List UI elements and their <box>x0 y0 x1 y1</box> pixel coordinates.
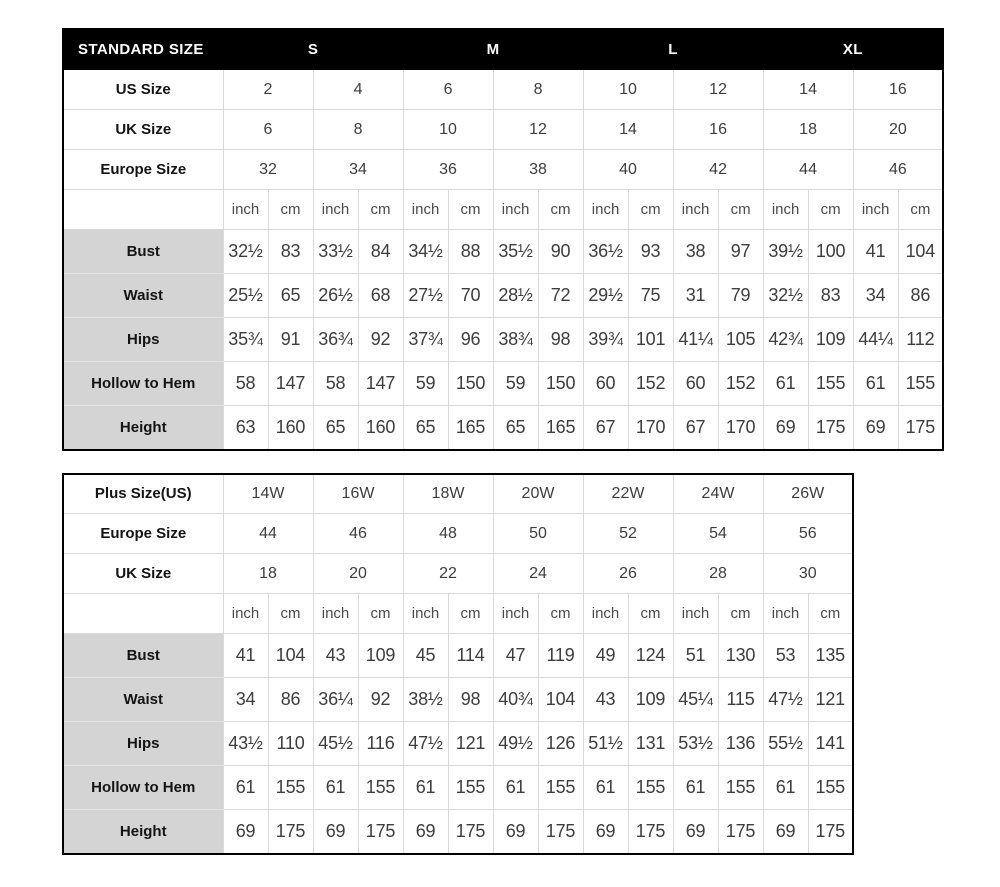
measure-value-cell: 72 <box>538 274 583 318</box>
measure-value-cell: 58 <box>223 362 268 406</box>
measure-value-cell: 28½ <box>493 274 538 318</box>
size-value-cell: 22 <box>403 554 493 594</box>
size-group-header-xl: XL <box>763 29 943 70</box>
measure-value-cell: 175 <box>718 810 763 854</box>
measure-value-cell: 61 <box>403 766 448 810</box>
size-value-cell: 18 <box>223 554 313 594</box>
unit-cell-inch: inch <box>223 594 268 634</box>
measure-value-cell: 170 <box>718 406 763 450</box>
measure-value-cell: 96 <box>448 318 493 362</box>
measure-value-cell: 67 <box>673 406 718 450</box>
size-value-cell: 20 <box>853 110 943 150</box>
measure-value-cell: 109 <box>628 678 673 722</box>
row-label-uk-size: UK Size <box>63 554 223 594</box>
table-banner-title: STANDARD SIZE <box>63 29 223 70</box>
measure-value-cell: 65 <box>403 406 448 450</box>
measure-value-cell: 155 <box>538 766 583 810</box>
size-value-cell: 14 <box>583 110 673 150</box>
size-value-cell: 6 <box>223 110 313 150</box>
measure-value-cell: 26½ <box>313 274 358 318</box>
measure-value-cell: 83 <box>808 274 853 318</box>
size-value-cell: 36 <box>403 150 493 190</box>
measure-value-cell: 175 <box>358 810 403 854</box>
size-value-cell: 12 <box>493 110 583 150</box>
size-row-europe-size <box>63 514 853 554</box>
row-label-hollow-to-hem: Hollow to Hem <box>63 766 223 810</box>
row-label-bust: Bust <box>63 634 223 678</box>
measure-value-cell: 41 <box>223 634 268 678</box>
size-value-cell: 24 <box>493 554 583 594</box>
measure-value-cell: 147 <box>268 362 313 406</box>
measure-value-cell: 155 <box>448 766 493 810</box>
row-label-height: Height <box>63 810 223 854</box>
size-value-cell: 14W <box>223 474 313 514</box>
measure-value-cell: 36½ <box>583 230 628 274</box>
unit-cell-cm: cm <box>718 594 763 634</box>
measure-value-cell: 42¾ <box>763 318 808 362</box>
measure-value-cell: 38 <box>673 230 718 274</box>
size-value-cell: 46 <box>313 514 403 554</box>
unit-cell-cm: cm <box>808 594 853 634</box>
measure-value-cell: 165 <box>538 406 583 450</box>
size-group-header-s: S <box>223 29 403 70</box>
unit-cell-cm: cm <box>718 190 763 230</box>
measure-row-waist <box>63 678 853 722</box>
measure-value-cell: 124 <box>628 634 673 678</box>
measure-value-cell: 34 <box>223 678 268 722</box>
measure-value-cell: 155 <box>808 362 853 406</box>
unit-cell-inch: inch <box>493 594 538 634</box>
measure-value-cell: 116 <box>358 722 403 766</box>
measure-value-cell: 47½ <box>763 678 808 722</box>
measure-value-cell: 98 <box>538 318 583 362</box>
size-value-cell: 40 <box>583 150 673 190</box>
measure-value-cell: 35¾ <box>223 318 268 362</box>
row-label-plus-size-us: Plus Size(US) <box>63 474 223 514</box>
measure-value-cell: 105 <box>718 318 763 362</box>
size-value-cell: 56 <box>763 514 853 554</box>
size-group-header-l: L <box>583 29 763 70</box>
size-value-cell: 34 <box>313 150 403 190</box>
row-label-bust: Bust <box>63 230 223 274</box>
measure-value-cell: 34 <box>853 274 898 318</box>
measure-value-cell: 126 <box>538 722 583 766</box>
measure-value-cell: 119 <box>538 634 583 678</box>
size-value-cell: 44 <box>223 514 313 554</box>
measure-value-cell: 59 <box>403 362 448 406</box>
row-label-waist: Waist <box>63 678 223 722</box>
measure-value-cell: 121 <box>448 722 493 766</box>
measure-value-cell: 68 <box>358 274 403 318</box>
measure-value-cell: 36¾ <box>313 318 358 362</box>
measure-value-cell: 75 <box>628 274 673 318</box>
measure-value-cell: 43 <box>583 678 628 722</box>
measure-value-cell: 147 <box>358 362 403 406</box>
measure-value-cell: 41¼ <box>673 318 718 362</box>
measure-value-cell: 152 <box>628 362 673 406</box>
row-label-waist: Waist <box>63 274 223 318</box>
measure-row-hollow-to-hem <box>63 766 853 810</box>
measure-value-cell: 86 <box>268 678 313 722</box>
size-value-cell: 4 <box>313 70 403 110</box>
measure-value-cell: 53 <box>763 634 808 678</box>
unit-cell-cm: cm <box>268 594 313 634</box>
unit-cell-inch: inch <box>673 594 718 634</box>
unit-cell-inch: inch <box>223 190 268 230</box>
size-value-cell: 18W <box>403 474 493 514</box>
measure-value-cell: 101 <box>628 318 673 362</box>
measure-value-cell: 38¾ <box>493 318 538 362</box>
measure-value-cell: 165 <box>448 406 493 450</box>
measure-value-cell: 58 <box>313 362 358 406</box>
size-group-header-m: M <box>403 29 583 70</box>
size-value-cell: 6 <box>403 70 493 110</box>
unit-cell-inch: inch <box>403 594 448 634</box>
measure-value-cell: 152 <box>718 362 763 406</box>
measure-row-bust <box>63 634 853 678</box>
measure-value-cell: 55½ <box>763 722 808 766</box>
measure-value-cell: 61 <box>223 766 268 810</box>
size-row-europe-size <box>63 150 943 190</box>
size-value-cell: 26W <box>763 474 853 514</box>
measure-value-cell: 65 <box>493 406 538 450</box>
measure-value-cell: 32½ <box>763 274 808 318</box>
size-value-cell: 16 <box>673 110 763 150</box>
measure-value-cell: 34½ <box>403 230 448 274</box>
measure-value-cell: 155 <box>628 766 673 810</box>
measure-value-cell: 69 <box>853 406 898 450</box>
measure-value-cell: 69 <box>223 810 268 854</box>
measure-value-cell: 91 <box>268 318 313 362</box>
measure-value-cell: 61 <box>583 766 628 810</box>
measure-value-cell: 155 <box>898 362 943 406</box>
measure-value-cell: 150 <box>538 362 583 406</box>
measure-value-cell: 110 <box>268 722 313 766</box>
measure-value-cell: 47 <box>493 634 538 678</box>
measure-value-cell: 104 <box>538 678 583 722</box>
measure-value-cell: 84 <box>358 230 403 274</box>
measure-value-cell: 69 <box>313 810 358 854</box>
measure-value-cell: 39¾ <box>583 318 628 362</box>
measure-value-cell: 135 <box>808 634 853 678</box>
table-banner-row <box>63 29 943 70</box>
unit-row <box>63 594 853 634</box>
row-label-europe-size: Europe Size <box>63 150 223 190</box>
measure-value-cell: 104 <box>268 634 313 678</box>
row-label-uk-size: UK Size <box>63 110 223 150</box>
measure-value-cell: 175 <box>448 810 493 854</box>
size-value-cell: 22W <box>583 474 673 514</box>
measure-value-cell: 53½ <box>673 722 718 766</box>
measure-value-cell: 33½ <box>313 230 358 274</box>
measure-value-cell: 170 <box>628 406 673 450</box>
unit-cell-cm: cm <box>538 190 583 230</box>
measure-value-cell: 131 <box>628 722 673 766</box>
measure-value-cell: 40¾ <box>493 678 538 722</box>
measure-value-cell: 90 <box>538 230 583 274</box>
measure-value-cell: 32½ <box>223 230 268 274</box>
measure-value-cell: 98 <box>448 678 493 722</box>
measure-value-cell: 59 <box>493 362 538 406</box>
measure-row-waist <box>63 274 943 318</box>
row-label-hips: Hips <box>63 318 223 362</box>
size-value-cell: 2 <box>223 70 313 110</box>
size-value-cell: 10 <box>583 70 673 110</box>
size-row-uk-size <box>63 110 943 150</box>
measure-value-cell: 175 <box>628 810 673 854</box>
measure-value-cell: 43 <box>313 634 358 678</box>
measure-value-cell: 41 <box>853 230 898 274</box>
size-value-cell: 14 <box>763 70 853 110</box>
unit-row-label-empty <box>63 594 223 634</box>
measure-value-cell: 51½ <box>583 722 628 766</box>
size-value-cell: 10 <box>403 110 493 150</box>
size-row-us-size <box>63 70 943 110</box>
row-label-europe-size: Europe Size <box>63 514 223 554</box>
measure-row-hollow-to-hem <box>63 362 943 406</box>
measure-value-cell: 141 <box>808 722 853 766</box>
measure-value-cell: 35½ <box>493 230 538 274</box>
size-value-cell: 28 <box>673 554 763 594</box>
measure-value-cell: 60 <box>583 362 628 406</box>
measure-value-cell: 45½ <box>313 722 358 766</box>
measure-value-cell: 100 <box>808 230 853 274</box>
size-value-cell: 20 <box>313 554 403 594</box>
measure-value-cell: 69 <box>403 810 448 854</box>
measure-value-cell: 45 <box>403 634 448 678</box>
unit-row-label-empty <box>63 190 223 230</box>
measure-row-hips <box>63 722 853 766</box>
measure-value-cell: 155 <box>808 766 853 810</box>
size-row-uk-size <box>63 554 853 594</box>
plus-size-table <box>62 473 854 855</box>
unit-cell-inch: inch <box>583 594 628 634</box>
measure-value-cell: 45¼ <box>673 678 718 722</box>
unit-cell-cm: cm <box>358 190 403 230</box>
measure-value-cell: 130 <box>718 634 763 678</box>
measure-row-bust <box>63 230 943 274</box>
measure-value-cell: 109 <box>358 634 403 678</box>
unit-cell-cm: cm <box>538 594 583 634</box>
size-value-cell: 24W <box>673 474 763 514</box>
size-value-cell: 38 <box>493 150 583 190</box>
measure-value-cell: 175 <box>808 810 853 854</box>
measure-value-cell: 112 <box>898 318 943 362</box>
size-value-cell: 46 <box>853 150 943 190</box>
measure-value-cell: 155 <box>718 766 763 810</box>
measure-value-cell: 51 <box>673 634 718 678</box>
measure-value-cell: 69 <box>493 810 538 854</box>
unit-cell-cm: cm <box>448 594 493 634</box>
measure-value-cell: 155 <box>268 766 313 810</box>
size-value-cell: 8 <box>313 110 403 150</box>
row-label-hips: Hips <box>63 722 223 766</box>
measure-value-cell: 155 <box>358 766 403 810</box>
measure-value-cell: 104 <box>898 230 943 274</box>
measure-value-cell: 115 <box>718 678 763 722</box>
unit-cell-cm: cm <box>898 190 943 230</box>
measure-row-hips <box>63 318 943 362</box>
unit-cell-inch: inch <box>313 190 358 230</box>
unit-cell-inch: inch <box>403 190 448 230</box>
measure-value-cell: 92 <box>358 678 403 722</box>
size-value-cell: 44 <box>763 150 853 190</box>
measure-value-cell: 49½ <box>493 722 538 766</box>
measure-value-cell: 61 <box>763 362 808 406</box>
measure-value-cell: 61 <box>673 766 718 810</box>
measure-value-cell: 29½ <box>583 274 628 318</box>
measure-value-cell: 88 <box>448 230 493 274</box>
measure-value-cell: 175 <box>808 406 853 450</box>
measure-value-cell: 36¼ <box>313 678 358 722</box>
size-value-cell: 12 <box>673 70 763 110</box>
measure-value-cell: 25½ <box>223 274 268 318</box>
size-value-cell: 54 <box>673 514 763 554</box>
unit-cell-inch: inch <box>763 190 808 230</box>
measure-row-height <box>63 810 853 854</box>
measure-value-cell: 31 <box>673 274 718 318</box>
unit-cell-inch: inch <box>763 594 808 634</box>
measure-value-cell: 109 <box>808 318 853 362</box>
size-value-cell: 26 <box>583 554 673 594</box>
measure-value-cell: 136 <box>718 722 763 766</box>
measure-value-cell: 60 <box>673 362 718 406</box>
measure-value-cell: 65 <box>313 406 358 450</box>
measure-value-cell: 69 <box>583 810 628 854</box>
measure-value-cell: 61 <box>853 362 898 406</box>
measure-value-cell: 65 <box>268 274 313 318</box>
measure-value-cell: 121 <box>808 678 853 722</box>
measure-value-cell: 175 <box>538 810 583 854</box>
row-label-height: Height <box>63 406 223 450</box>
measure-value-cell: 114 <box>448 634 493 678</box>
size-value-cell: 20W <box>493 474 583 514</box>
measure-value-cell: 69 <box>763 406 808 450</box>
unit-cell-cm: cm <box>628 594 673 634</box>
unit-cell-inch: inch <box>583 190 628 230</box>
size-value-cell: 30 <box>763 554 853 594</box>
size-value-cell: 48 <box>403 514 493 554</box>
measure-value-cell: 61 <box>313 766 358 810</box>
row-label-us-size: US Size <box>63 70 223 110</box>
unit-cell-inch: inch <box>493 190 538 230</box>
measure-value-cell: 38½ <box>403 678 448 722</box>
unit-cell-cm: cm <box>268 190 313 230</box>
measure-value-cell: 63 <box>223 406 268 450</box>
measure-value-cell: 175 <box>898 406 943 450</box>
measure-value-cell: 61 <box>763 766 808 810</box>
unit-row <box>63 190 943 230</box>
size-value-cell: 32 <box>223 150 313 190</box>
measure-value-cell: 70 <box>448 274 493 318</box>
standard-size-table <box>62 28 944 451</box>
size-value-cell: 50 <box>493 514 583 554</box>
measure-value-cell: 160 <box>358 406 403 450</box>
unit-cell-cm: cm <box>808 190 853 230</box>
measure-value-cell: 150 <box>448 362 493 406</box>
measure-value-cell: 160 <box>268 406 313 450</box>
measure-value-cell: 43½ <box>223 722 268 766</box>
measure-value-cell: 44¼ <box>853 318 898 362</box>
measure-value-cell: 49 <box>583 634 628 678</box>
size-value-cell: 8 <box>493 70 583 110</box>
size-value-cell: 16W <box>313 474 403 514</box>
unit-cell-cm: cm <box>628 190 673 230</box>
size-value-cell: 52 <box>583 514 673 554</box>
measure-value-cell: 47½ <box>403 722 448 766</box>
measure-value-cell: 27½ <box>403 274 448 318</box>
size-value-cell: 42 <box>673 150 763 190</box>
measure-value-cell: 69 <box>673 810 718 854</box>
measure-value-cell: 175 <box>268 810 313 854</box>
unit-cell-cm: cm <box>448 190 493 230</box>
row-label-hollow-to-hem: Hollow to Hem <box>63 362 223 406</box>
unit-cell-inch: inch <box>673 190 718 230</box>
measure-value-cell: 61 <box>493 766 538 810</box>
measure-value-cell: 79 <box>718 274 763 318</box>
measure-value-cell: 92 <box>358 318 403 362</box>
unit-cell-cm: cm <box>358 594 403 634</box>
measure-value-cell: 97 <box>718 230 763 274</box>
measure-row-height <box>63 406 943 450</box>
measure-value-cell: 39½ <box>763 230 808 274</box>
unit-cell-inch: inch <box>853 190 898 230</box>
measure-value-cell: 93 <box>628 230 673 274</box>
measure-value-cell: 83 <box>268 230 313 274</box>
unit-cell-inch: inch <box>313 594 358 634</box>
measure-value-cell: 86 <box>898 274 943 318</box>
size-row-plus-size-us <box>63 474 853 514</box>
size-value-cell: 16 <box>853 70 943 110</box>
measure-value-cell: 69 <box>763 810 808 854</box>
measure-value-cell: 37¾ <box>403 318 448 362</box>
size-value-cell: 18 <box>763 110 853 150</box>
measure-value-cell: 67 <box>583 406 628 450</box>
